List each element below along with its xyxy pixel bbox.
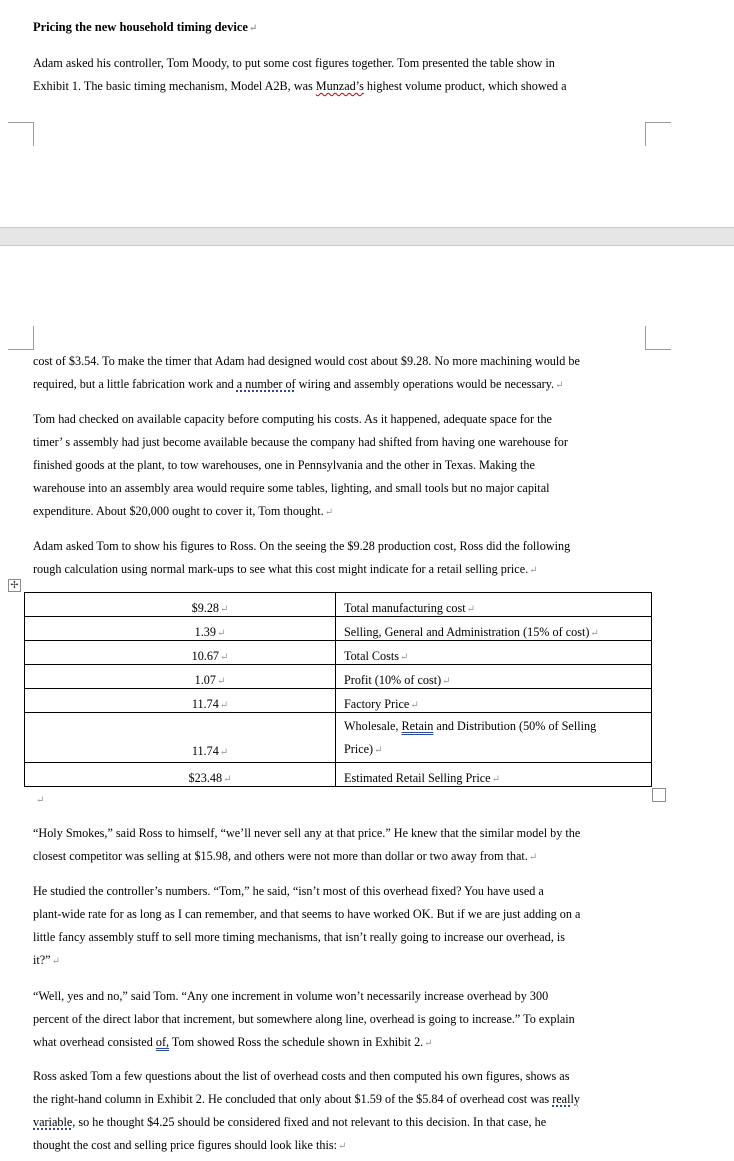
- paragraph-4-line-2-text: closest competitor was selling at $15.98, and others were not more than dollar or two away from that.: [33, 849, 528, 863]
- paragraph-7-line-2: the right-hand column in Exhibit 2. He concluded that only about $1.59 of the $5.84 of overhead cost was really: [33, 1092, 580, 1106]
- cell-mark: ↵: [491, 774, 500, 785]
- cell-mark: ↵: [400, 652, 409, 663]
- table-cell-description[interactable]: [336, 689, 652, 713]
- paragraph-1-cont-line-1: cost of $3.54. To make the timer that Adam had designed would cost about $9.28. No more machining would be: [33, 354, 580, 368]
- table-cell-description[interactable]: [336, 617, 652, 641]
- paragraph-2-line-5-text: expenditure. About $20,000 ought to cover it, Tom thought.: [33, 504, 324, 518]
- cell-mark: ↵: [220, 604, 229, 615]
- table-cell-description[interactable]: [336, 593, 652, 617]
- description-text: Selling, General and Administration (15% of cost): [344, 625, 590, 639]
- paragraph-mark: ↵: [529, 565, 538, 576]
- page-break-gap: [0, 227, 734, 246]
- paragraph-6-line-1: “Well, yes and no,” said Tom. “Any one increment in volume won’t necessarily increase overhead by 300: [33, 989, 549, 1003]
- paragraph-5-line-4-text: it?”: [33, 953, 51, 967]
- amount-text: $23.48: [188, 771, 223, 785]
- paragraph-3-line-2: [33, 558, 538, 582]
- table-cell-amount[interactable]: [25, 665, 336, 689]
- paragraph-7-line-3: variable, so he thought $4.25 should be considered fixed and not relevant to this decision. In that case, he: [33, 1115, 547, 1129]
- description-line-1: Wholesale, Retain and Distribution (50% of Selling: [344, 719, 597, 733]
- paragraph-5-line-1: He studied the controller’s numbers. “Tom,” he said, “isn’t most of this overhead fixed? You have used a: [33, 884, 544, 898]
- table-cell-description[interactable]: [336, 665, 652, 689]
- table-cell-amount[interactable]: [25, 713, 336, 763]
- grammar-flag-a-number-of[interactable]: a number of: [236, 377, 296, 391]
- paragraph-3-line-1: Adam asked Tom to show his figures to Ross. On the seeing the $9.28 production cost, Ross did the following: [33, 539, 571, 553]
- cell-mark: ↵: [442, 676, 451, 687]
- description-text: Price): [344, 742, 374, 756]
- paragraph-5-line-2: plant-wide rate for as long as I can remember, and that seems to have worked OK. But if we are just adding on a: [33, 907, 581, 921]
- description-text: Profit (10% of cost): [344, 673, 442, 687]
- paragraph-1-line-2: Exhibit 1. The basic timing mechanism, Model A2B, was Munzad’s highest volume product, which showed a: [33, 79, 567, 93]
- description-text: Total Costs: [344, 649, 400, 663]
- document-title: [33, 16, 257, 40]
- paragraph-2-line-4: warehouse into an assembly area would require some tables, lighting, and small tools but no major capital: [33, 481, 550, 495]
- table-cell-amount[interactable]: [25, 641, 336, 665]
- paragraph-mark: ↵: [36, 795, 45, 806]
- grammar-flag-really-variable[interactable]: really: [552, 1092, 580, 1106]
- cell-mark: ↵: [216, 628, 226, 639]
- table-row: [25, 713, 652, 763]
- paragraph-6-line-2: percent of the direct labor that increment, but somewhere along line, overhead is going to increase.” To explain: [33, 1012, 575, 1026]
- empty-paragraph: [35, 788, 44, 812]
- paragraph-7-line-1: Ross asked Tom a few questions about the list of overhead costs and then computed his own figures, shows as: [33, 1069, 570, 1083]
- cell-mark: ↵: [220, 652, 229, 663]
- paragraph-mark: ↵: [424, 1038, 433, 1049]
- table-row: [25, 689, 652, 713]
- paragraph-1-cont-line-2: required, but a little fabrication work and a number of wiring and assembly operations would be necessary.↵: [33, 377, 564, 391]
- page-corner-mark-bottom-left: [8, 326, 34, 350]
- table-move-handle-icon[interactable]: ✢: [8, 579, 21, 592]
- grammar-flag-variable[interactable]: variable: [33, 1115, 73, 1129]
- amount-text: 1.39: [194, 625, 216, 639]
- paragraph-mark: ↵: [248, 23, 258, 34]
- paragraph-mark: ↵: [555, 380, 564, 391]
- cell-mark: ↵: [410, 700, 419, 711]
- amount-text: 11.74: [191, 744, 219, 758]
- paragraph-3-line-2-text: rough calculation using normal mark-ups to see what this cost might indicate for a retail selling price.: [33, 562, 529, 576]
- paragraph-7-line-4-text: thought the cost and selling price figures should look like this:: [33, 1138, 337, 1152]
- cost-table: [24, 592, 652, 787]
- table-row: [25, 617, 652, 641]
- description-text: Factory Price: [344, 697, 410, 711]
- paragraph-2-line-1: Tom had checked on available capacity before computing his costs. As it happened, adequate space for the: [33, 412, 552, 426]
- spelling-error-munzad[interactable]: Munzad’s: [315, 79, 364, 93]
- table-row: [25, 665, 652, 689]
- table-resize-handle[interactable]: [652, 788, 666, 802]
- paragraph-5-line-3: little fancy assembly stuff to sell more timing mechanisms, that isn’t really going to increase our overhead, is: [33, 930, 565, 944]
- paragraph-7-line-4: [33, 1134, 346, 1158]
- grammar-flag-of[interactable]: of,: [155, 1035, 170, 1049]
- table-cell-amount[interactable]: [25, 689, 336, 713]
- table-cell-amount[interactable]: [25, 763, 336, 787]
- paragraph-4-line-1: “Holy Smokes,” said Ross to himself, “we’ll never sell any at that price.” He knew that the similar model by the: [33, 826, 581, 840]
- page-corner-mark-top-left: [8, 122, 34, 146]
- page-corner-mark-bottom-right: [645, 326, 671, 350]
- table-row: [25, 763, 652, 787]
- paragraph-2-line-3: finished goods at the plant, to tow warehouses, one in Pennsylvania and the other in Texas. Making the: [33, 458, 535, 472]
- paragraph-6-line-3: what overhead consisted of, Tom showed Ross the schedule shown in Exhibit 2.↵: [33, 1035, 433, 1049]
- paragraph-2-line-2: timer’ s assembly had just become available because the company had shifted from having one warehouse for: [33, 435, 568, 449]
- paragraph-mark: ↵: [324, 507, 334, 518]
- paragraph-2-line-5: [33, 500, 333, 524]
- table-cell-amount[interactable]: [25, 593, 336, 617]
- amount-text: 11.74: [191, 697, 219, 711]
- cell-mark: ↵: [219, 747, 229, 758]
- cell-mark: ↵: [590, 628, 599, 639]
- table-row: [25, 641, 652, 665]
- amount-text: $9.28: [191, 601, 220, 615]
- grammar-flag-retain[interactable]: Retain: [401, 719, 434, 733]
- paragraph-mark: ↵: [51, 956, 60, 967]
- amount-text: 10.67: [191, 649, 220, 663]
- cell-mark: ↵: [223, 774, 232, 785]
- cell-mark: ↵: [216, 676, 226, 687]
- title-text: Pricing the new household timing device: [33, 20, 248, 34]
- cell-mark: ↵: [466, 604, 476, 615]
- table-cell-description[interactable]: [336, 763, 652, 787]
- paragraph-1-line-1: Adam asked his controller, Tom Moody, to put some cost figures together. Tom presented the table show in: [33, 56, 555, 70]
- table-row: [25, 593, 652, 617]
- page-corner-mark-top-right: [645, 122, 671, 146]
- description-text: Estimated Retail Selling Price: [344, 771, 491, 785]
- table-cell-amount[interactable]: [25, 617, 336, 641]
- paragraph-mark: ↵: [528, 852, 538, 863]
- description-line-2: [344, 738, 651, 762]
- table-cell-description[interactable]: [336, 713, 652, 763]
- amount-text: 1.07: [194, 673, 216, 687]
- description-text: Total manufacturing cost: [344, 601, 466, 615]
- paragraph-5-line-4: [33, 949, 60, 973]
- paragraph-mark: ↵: [337, 1141, 347, 1152]
- table-cell-description[interactable]: [336, 641, 652, 665]
- paragraph-4-line-2: [33, 845, 537, 869]
- cell-mark: ↵: [374, 745, 383, 756]
- cell-mark: ↵: [219, 700, 229, 711]
